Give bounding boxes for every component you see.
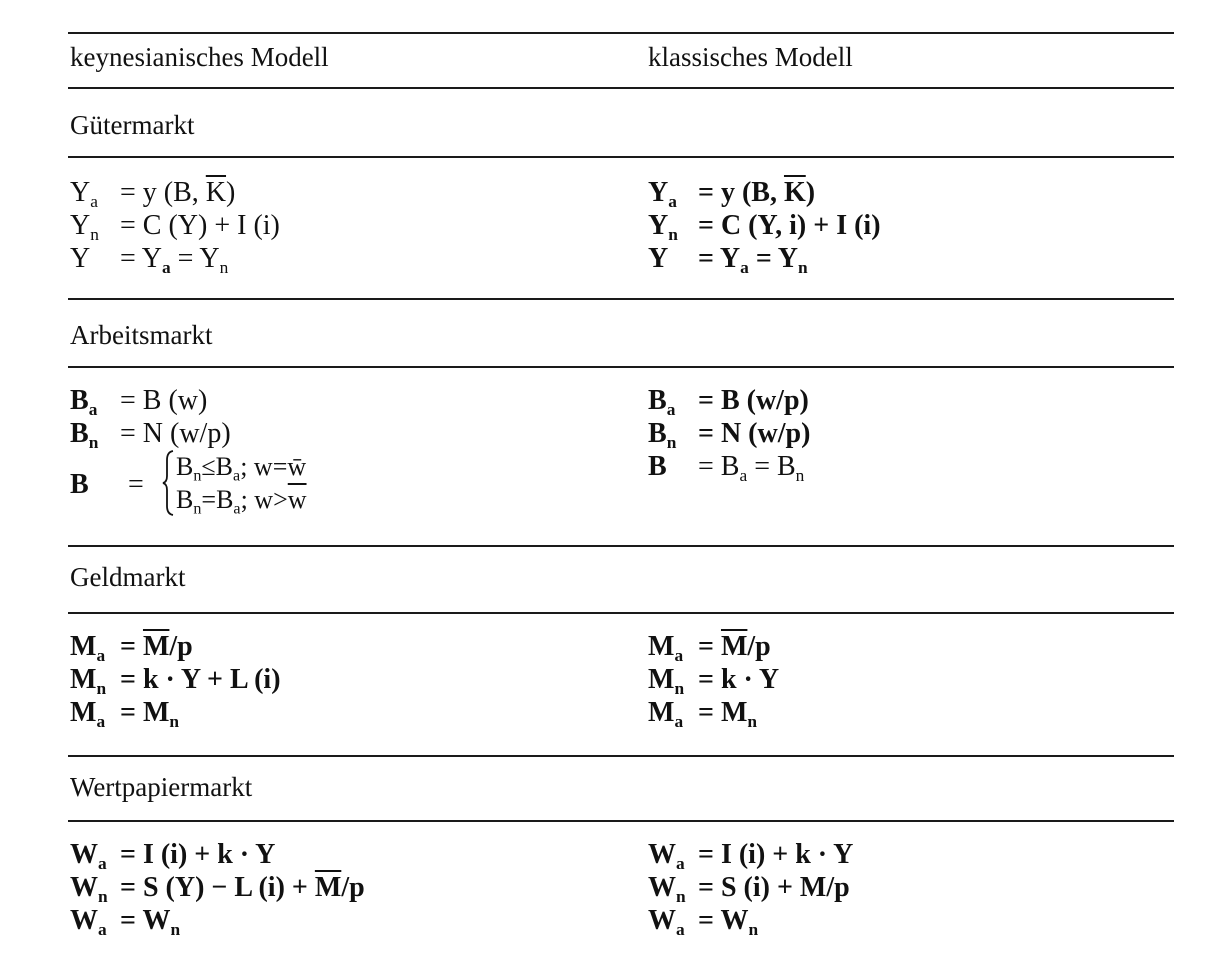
equation: $M_n = k \cdot Y$ <box>648 664 780 699</box>
keynesian-money-equations <box>70 630 281 732</box>
equation: $W_n = S$ (i) + M/p <box>648 872 850 907</box>
equation: $M_a = M_n$ <box>70 697 180 732</box>
equation: $B = B_a = B_n$ <box>648 451 805 486</box>
equation: $Y = Y_a = Y_n$ <box>648 243 808 278</box>
section-rule <box>68 755 1174 757</box>
left-brace-icon <box>162 450 174 516</box>
section-title: Wertpapiermarkt <box>70 772 253 802</box>
table-top-rule <box>68 32 1174 34</box>
equation: $Y = Y_a = Y_n$ <box>70 243 229 278</box>
equation: $M_n = k \cdot Y + L$ (i) <box>70 664 281 699</box>
equation: $W_n = S$ (Y) − L $(i) + \overline{M}/p$ <box>70 872 365 907</box>
classical-money-equations <box>648 630 780 732</box>
section-title: Arbeitsmarkt <box>70 320 213 350</box>
piecewise-case-2: $B_n=B_a$; $w>\overline{w}$ <box>176 485 307 518</box>
piecewise-case-1: $B_n\le B_a$; w=w̄ <box>176 452 307 485</box>
section-rule <box>68 156 1174 158</box>
keynesian-goods-equations <box>70 176 280 278</box>
equation: $Y_n = C$ (Y, i) + I (i) <box>648 210 881 245</box>
section-title: Gütermarkt <box>70 110 195 140</box>
section-title: Geldmarkt <box>70 562 186 592</box>
equation: $Y_a = y$ (B, $\overline{K}$) <box>648 177 816 212</box>
classical-securities-equations <box>648 838 854 940</box>
section-rule <box>68 612 1174 614</box>
piecewise-equation: B = $B_n\le B_a$; w=w̄ $B_n=B_a$; $w>\overline{w}$ <box>70 452 307 518</box>
equation: $M_a = \overline{M}/p$ <box>648 631 771 666</box>
header-classical: klassisches Modell <box>648 42 853 72</box>
equation: $W_a = I$ (i) + k · Y <box>70 839 276 874</box>
equation: $B_a = B$ (w/p) <box>648 385 809 420</box>
header-rule <box>68 87 1174 89</box>
header-keynesian: keynesianisches Modell <box>70 42 329 72</box>
equation: $M_a = \overline{M}/p$ <box>70 631 193 666</box>
equation: $M_a = M_n$ <box>648 697 758 732</box>
classical-labor-equations <box>648 384 811 486</box>
keynesian-labor-equations <box>70 384 307 520</box>
equation: $W_a = I$ (i) + k · Y <box>648 839 854 874</box>
equation: $W_a = W_n$ <box>70 905 181 940</box>
section-rule <box>68 545 1174 547</box>
equation: $B_n = N$ (w/p) <box>648 418 811 453</box>
classical-goods-equations <box>648 176 881 278</box>
equation: $Y_a = y$ (B, $\overline{K}$) <box>70 177 236 212</box>
section-rule <box>68 366 1174 368</box>
section-rule <box>68 298 1174 300</box>
equation: $B_a = B$ (w) <box>70 385 208 420</box>
keynesian-securities-equations <box>70 838 365 940</box>
equation: $W_a = W_n$ <box>648 905 759 940</box>
equation: $B_n = N$ (w/p) <box>70 418 231 453</box>
equation: $Y_n = C$ (Y) + I (i) <box>70 210 280 245</box>
section-rule <box>68 820 1174 822</box>
